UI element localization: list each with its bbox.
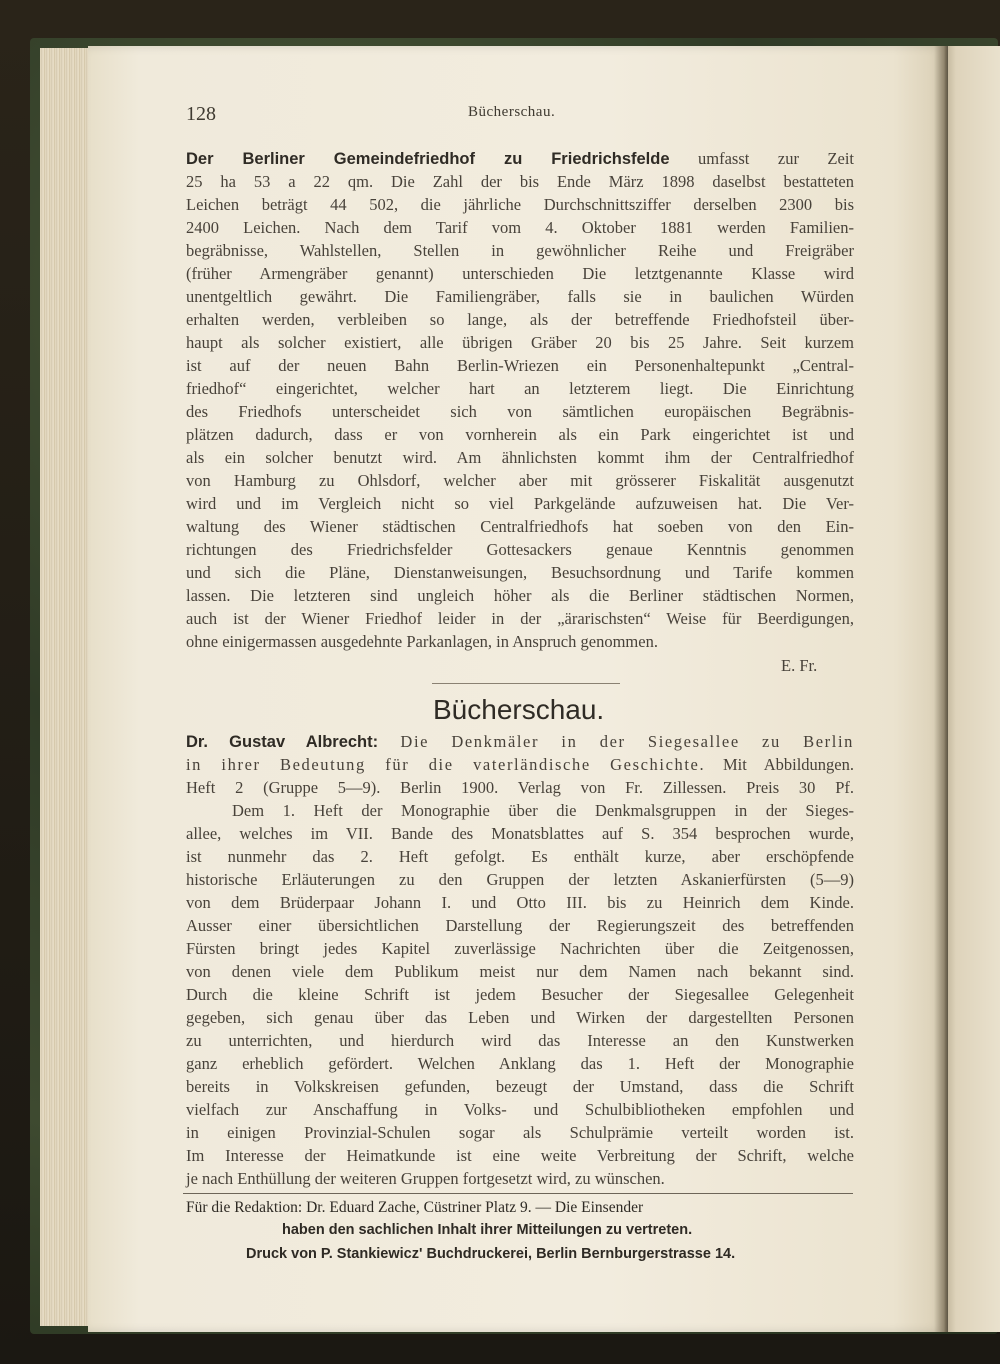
footer-rule bbox=[183, 1193, 853, 1194]
review-line: zu unterrichten, und hierdurch wird das Interesse an den Kunstwerken bbox=[186, 1031, 854, 1050]
section-rule bbox=[432, 683, 620, 684]
article-line: (früher Armengräber genannt) unterschieden Die letztgenannte Klasse wird bbox=[186, 264, 854, 283]
article-line: von Hamburg zu Ohlsdorf, welcher aber mit grösserer Fiskalität ausgenutzt bbox=[186, 471, 854, 490]
footer-editorial: Für die Redaktion: Dr. Eduard Zache, Cüstriner Platz 9. — Die Einsender bbox=[186, 1199, 644, 1216]
review-line: je nach Enthüllung der weiteren Gruppen fortgesetzt wird, zu wünschen. bbox=[186, 1169, 665, 1188]
article-line: plätzen dadurch, dass er von vornherein als ein Park eingerichtet ist und bbox=[186, 425, 854, 444]
review-line bbox=[186, 730, 854, 753]
review-author: Dr. Gustav Albrecht: bbox=[186, 733, 379, 751]
page-edges bbox=[40, 48, 92, 1326]
review-line: von denen viele dem Publikum meist nur dem Namen nach bekannt sind. bbox=[186, 962, 854, 981]
book-gutter bbox=[934, 46, 948, 1332]
article-line: begräbnisse, Wahlstellen, Stellen in gewöhnlicher Reihe und Freigräber bbox=[186, 241, 854, 260]
review-line: Dem 1. Heft der Monographie über die Denkmalsgruppen in der Sieges- bbox=[232, 801, 854, 820]
article-line bbox=[186, 147, 854, 170]
review-line: bereits in Volkskreisen gefunden, bezeugt der Umstand, dass die Schrift bbox=[186, 1077, 854, 1096]
review-line: gegeben, sich genau über das Leben und Wirken der dargestellten Personen bbox=[186, 1008, 854, 1027]
review-line bbox=[186, 753, 854, 776]
article-line: friedhof“ eingerichtet, welcher hart an letzterem liegt. Die Einrichtung bbox=[186, 379, 854, 398]
review-line-text: Mit Abbildungen. bbox=[705, 755, 855, 774]
review-line: allee, welches im VII. Bande des Monatsblattes auf S. 354 besprochen wurde, bbox=[186, 824, 854, 843]
article-line: ist auf der neuen Bahn Berlin-Wriezen ein Personenhaltepunkt „Central- bbox=[186, 356, 854, 375]
review-title: in ihrer Bedeutung für die vaterländische Geschichte. bbox=[186, 755, 706, 774]
footer-printer: Druck von P. Stankiewicz' Buchdruckerei, Berlin Bernburgerstrasse 14. bbox=[246, 1246, 736, 1262]
review-line: historische Erläuterungen zu den Gruppen der letzten Askanierfürsten (5—9) bbox=[186, 870, 854, 889]
review-line: Im Interesse der Heimatkunde ist eine weite Verbreitung der Schrift, welche bbox=[186, 1146, 854, 1165]
article-line: 25 ha 53 a 22 qm. Die Zahl der bis Ende März 1898 daselbst bestatteten bbox=[186, 172, 854, 191]
page-number: 128 bbox=[186, 103, 216, 125]
facing-page bbox=[945, 46, 1000, 1332]
footer-disclaimer: haben den sachlichen Inhalt ihrer Mitteilungen zu vertreten. bbox=[282, 1222, 693, 1238]
article-line: haupt als solcher existiert, alle übrigen Gräber 20 bis 25 Jahre. Seit kurzem bbox=[186, 333, 854, 352]
article-line: 2400 Leichen. Nach dem Tarif vom 4. Oktober 1881 werden Familien- bbox=[186, 218, 854, 237]
article-line: wird und im Vergleich nicht so viel Parkgelände aufzuweisen hat. Die Ver- bbox=[186, 494, 854, 513]
article-line: auch ist der Wiener Friedhof leider in der „ärarischsten“ Weise für Beerdigungen, bbox=[186, 609, 854, 628]
review-line: ganz erheblich gefördert. Welchen Anklang das 1. Heft der Monographie bbox=[186, 1054, 854, 1073]
review-line: ist nunmehr das 2. Heft gefolgt. Es enthält kurze, aber erschöpfende bbox=[186, 847, 854, 866]
section-heading: Bücherschau. bbox=[433, 694, 605, 725]
article-line-text: umfasst zur Zeit bbox=[669, 149, 855, 168]
article-line: als ein solcher benutzt wird. Am ähnlichsten kommt ihm der Centralfriedhof bbox=[186, 448, 854, 467]
article-lead: Der Berliner Gemeindefriedhof zu Friedrichsfelde bbox=[186, 150, 670, 168]
review-line: Heft 2 (Gruppe 5—9). Berlin 1900. Verlag von Fr. Zillessen. Preis 30 Pf. bbox=[186, 778, 854, 797]
review-line: Fürsten bringt jedes Kapitel zuverlässige Nachrichten über die Zeitgenossen, bbox=[186, 939, 854, 958]
article-line: des Friedhofs unterscheidet sich von sämtlichen europäischen Begräbnis- bbox=[186, 402, 854, 421]
article-signature: E. Fr. bbox=[781, 656, 818, 675]
review-line: Durch die kleine Schrift ist jedem Besucher der Siegesallee Gelegenheit bbox=[186, 985, 854, 1004]
review-title: Die Denkmäler in der Siegesallee zu Berlin bbox=[378, 732, 854, 751]
article-line: erhalten werden, verbleiben so lange, als der betreffende Friedhofsteil über- bbox=[186, 310, 854, 329]
article-line: richtungen des Friedrichsfelder Gottesackers genaue Kenntnis genommen bbox=[186, 540, 854, 559]
running-head: Bücherschau. bbox=[468, 104, 556, 120]
article-line: unentgeltlich gewährt. Die Familiengräber, falls sie in baulichen Würden bbox=[186, 287, 854, 306]
review-line: vielfach zur Anschaffung in Volks- und Schulbibliotheken empfohlen und bbox=[186, 1100, 854, 1119]
article-line: ohne einigermassen ausgedehnte Parkanlagen, in Anspruch genommen. bbox=[186, 632, 658, 651]
article-line: Leichen beträgt 44 502, die jährliche Durchschnittsziffer derselben 2300 bis bbox=[186, 195, 854, 214]
review-line: Ausser einer übersichtlichen Darstellung der Regierungszeit des betreffenden bbox=[186, 916, 854, 935]
article-line: lassen. Die letzteren sind ungleich höher als die Berliner städtischen Normen, bbox=[186, 586, 854, 605]
review-line: in einigen Provinzial-Schulen sogar als Schulprämie verteilt worden ist. bbox=[186, 1123, 854, 1142]
article-line: und sich die Pläne, Dienstanweisungen, Besuchsordnung und Tarife kommen bbox=[186, 563, 854, 582]
article-line: waltung des Wiener städtischen Centralfriedhofs hat soeben von den Ein- bbox=[186, 517, 854, 536]
review-line: von dem Brüderpaar Johann I. und Otto III. bis zu Heinrich dem Kinde. bbox=[186, 893, 854, 912]
